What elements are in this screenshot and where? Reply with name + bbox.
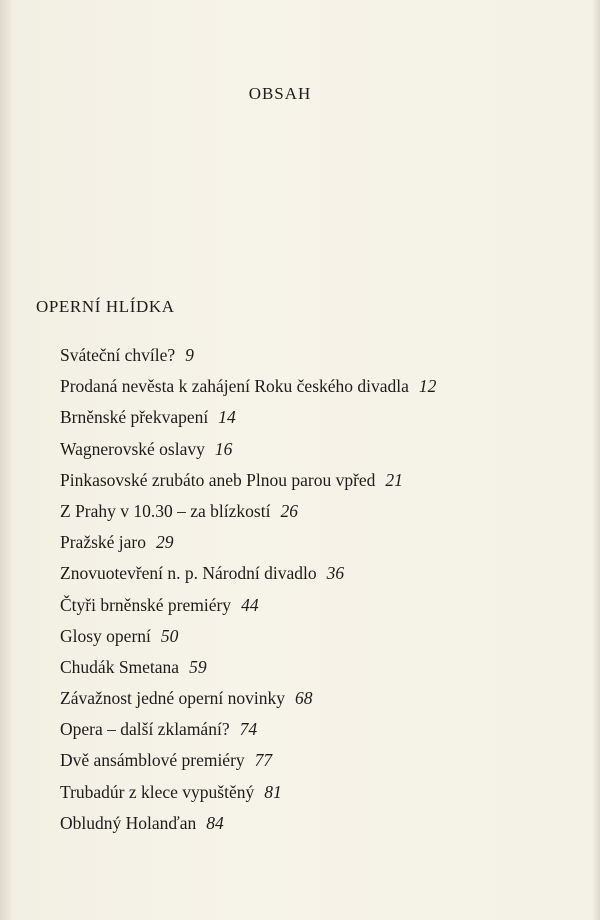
toc-entry <box>60 683 436 714</box>
toc-entry-title: Dvě ansámblové premiéry <box>60 750 245 771</box>
toc-entry <box>60 496 436 527</box>
toc-entry-page-number: 26 <box>280 500 298 521</box>
toc-entry-title: Pinkasovské zrubáto aneb Plnou parou vpřed <box>60 469 376 490</box>
page-title: OBSAH <box>248 84 312 103</box>
toc-entry-title: Znovuotevření n. p. Národní divadlo <box>60 563 317 584</box>
toc-entry <box>60 402 436 433</box>
spine-shadow <box>0 0 14 920</box>
toc-entry-title: Glosy operní <box>60 625 151 646</box>
toc-entry-title: Opera – další zklamání? <box>60 719 230 740</box>
toc-entry-page-number: 77 <box>254 750 273 771</box>
toc-entry <box>60 558 436 589</box>
toc-entry <box>60 371 436 402</box>
page-edge <box>592 0 600 920</box>
toc-entry <box>60 777 436 808</box>
toc-entry <box>60 745 436 776</box>
toc-entry <box>60 590 436 621</box>
toc-entry <box>60 340 436 371</box>
toc-entry-page-number: 59 <box>189 656 207 677</box>
toc-entry-title: Trubadúr z klece vypuštěný <box>60 781 255 802</box>
toc-entry <box>60 465 436 496</box>
toc-entry <box>60 434 436 465</box>
toc-entry-page-number: 29 <box>156 532 174 553</box>
toc-entry-title: Brněnské překvapení <box>60 407 209 428</box>
toc-entry <box>60 808 436 839</box>
toc-entry-page-number: 68 <box>295 688 313 709</box>
toc-entry-title: Wagnerovské oslavy <box>60 438 205 459</box>
toc-entry-page-number: 44 <box>241 594 259 615</box>
toc-entry-page-number: 36 <box>326 563 345 584</box>
toc-entry-page-number: 9 <box>185 345 194 365</box>
toc-entry <box>60 621 436 652</box>
toc-entry-page-number: 12 <box>418 376 437 397</box>
table-of-contents <box>60 340 436 839</box>
toc-entry-title: Čtyři brněnské premiéry <box>60 594 232 615</box>
toc-entry <box>60 652 436 683</box>
toc-entry <box>60 714 436 745</box>
toc-entry <box>60 527 436 558</box>
section-heading: OPERNÍ HLÍDKA <box>36 297 175 316</box>
toc-entry-page-number: 21 <box>385 469 403 490</box>
toc-entry-page-number: 50 <box>160 625 179 646</box>
toc-entry-page-number: 14 <box>218 407 236 428</box>
toc-entry-title: Závažnost jedné operní novinky <box>60 688 286 709</box>
toc-entry-page-number: 84 <box>206 812 224 833</box>
toc-entry-title: Prodaná nevěsta k zahájení Roku českého divadla <box>60 376 409 397</box>
toc-entry-title: Pražské jaro <box>60 532 147 553</box>
toc-entry-page-number: 81 <box>264 781 282 802</box>
toc-entry-title: Chudák Smetana <box>60 656 180 677</box>
toc-entry-title: Z Prahy v 10.30 – za blízkostí <box>60 500 271 521</box>
toc-entry-title: Sváteční chvíle? <box>60 345 176 365</box>
toc-entry-page-number: 74 <box>239 719 258 740</box>
toc-entry-page-number: 16 <box>214 438 233 459</box>
toc-entry-title: Obludný Holanďan <box>60 812 197 833</box>
